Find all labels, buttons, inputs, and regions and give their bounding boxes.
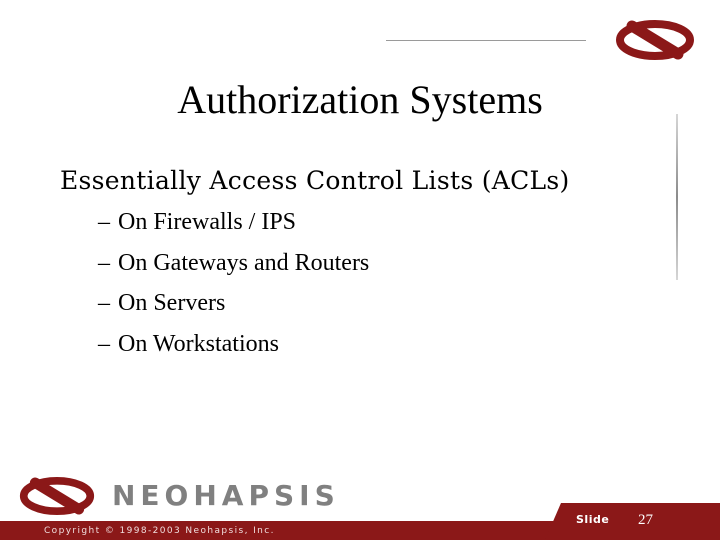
- dash-marker: –: [98, 290, 110, 316]
- slide-label: Slide: [576, 513, 610, 526]
- footer-wedge: [545, 503, 720, 540]
- neohapsis-logo-icon: [614, 18, 696, 62]
- sub-bullet-text: On Firewalls / IPS: [118, 209, 297, 235]
- sub-bullet: [98, 206, 369, 247]
- dash-marker: –: [98, 209, 110, 235]
- right-divider: [676, 114, 678, 280]
- neohapsis-logo-icon: [18, 474, 96, 518]
- dash-marker: –: [98, 330, 110, 357]
- copyright-text: Copyright © 1998-2003 Neohapsis, Inc.: [44, 526, 275, 536]
- sub-bullet-text: On Servers: [118, 290, 226, 316]
- sub-bullet-text: On Workstations: [118, 330, 279, 357]
- sub-bullet: [98, 247, 369, 288]
- dash-marker: –: [98, 249, 110, 276]
- sub-bullet: [98, 328, 369, 369]
- main-bullet: Essentially Access Control Lists (ACLs): [60, 166, 570, 195]
- top-divider: [386, 40, 586, 41]
- sub-bullet-list: [98, 206, 369, 368]
- slide-number: 27: [638, 512, 653, 528]
- sub-bullet: [98, 287, 369, 328]
- slide-title: Authorization Systems: [177, 77, 543, 122]
- sub-bullet-text: On Gateways and Routers: [118, 249, 370, 276]
- brand-wordmark: NEOHAPSIS: [112, 479, 340, 512]
